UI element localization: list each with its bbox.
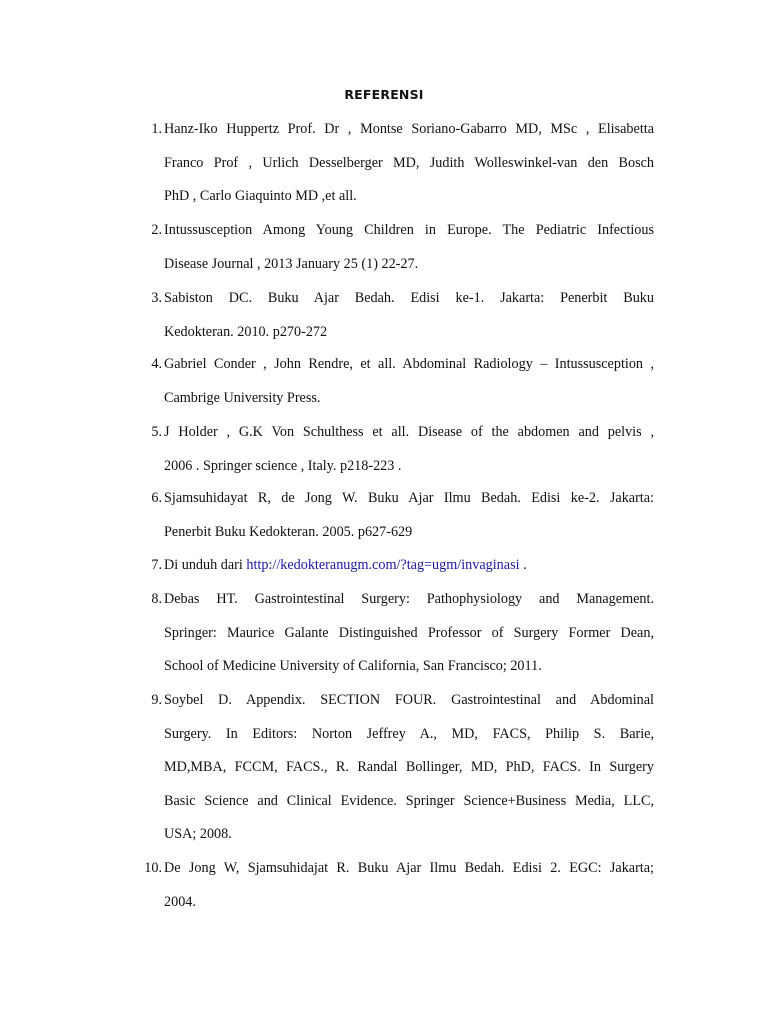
reference-text <box>164 583 654 684</box>
reference-line: Springer: Maurice Galante Distinguished Professor of Surgery Former Dean, <box>164 624 654 641</box>
reference-number: 7. <box>151 557 162 573</box>
reference-line: MD,MBA, FCCM, FACS., R. Randal Bollinger, MD, PhD, FACS. In Surgery <box>164 759 654 776</box>
reference-item <box>124 348 654 415</box>
reference-prefix: Di unduh dari <box>164 557 247 573</box>
reference-item <box>124 416 654 483</box>
reference-number: 6. <box>151 490 162 506</box>
reference-number: 3. <box>151 290 162 306</box>
reference-number: 2. <box>151 222 162 238</box>
reference-item <box>124 482 654 549</box>
reference-line: Debas HT. Gastrointestinal Surgery: Pathophysiology and Management. <box>164 591 654 607</box>
reference-item <box>124 852 654 919</box>
reference-text <box>164 549 654 583</box>
reference-line: 2006 . Springer science , Italy. p218-223 . <box>164 457 402 474</box>
reference-text <box>164 416 654 483</box>
reference-line: Penerbit Buku Kedokteran. 2005. p627-629 <box>164 523 413 540</box>
reference-line: Hanz-Iko Huppertz Prof. Dr , Montse Soriano-Gabarro MD, MSc , Elisabetta <box>164 121 654 137</box>
reference-text <box>164 852 654 919</box>
reference-text <box>164 113 654 214</box>
reference-line: USA; 2008. <box>164 826 232 843</box>
reference-line: PhD , Carlo Giaquinto MD ,et all. <box>164 188 357 205</box>
reference-line: Basic Science and Clinical Evidence. Springer Science+Business Media, LLC, <box>164 792 654 809</box>
reference-line: Disease Journal , 2013 January 25 (1) 22-27. <box>164 255 419 272</box>
reference-line: De Jong W, Sjamsuhidajat R. Buku Ajar Ilmu Bedah. Edisi 2. EGC: Jakarta; <box>164 860 654 876</box>
reference-line: Soybel D. Appendix. SECTION FOUR. Gastrointestinal and Abdominal <box>164 692 654 708</box>
reference-line: J Holder , G.K Von Schulthess et all. Disease of the abdomen and pelvis , <box>164 424 654 440</box>
reference-item <box>124 583 654 684</box>
reference-number: 1. <box>151 121 162 137</box>
reference-text <box>164 214 654 281</box>
reference-item <box>124 684 654 852</box>
reference-item <box>124 549 654 583</box>
reference-number: 4. <box>151 356 162 372</box>
reference-text <box>164 482 654 549</box>
reference-number: 8. <box>151 591 162 607</box>
reference-line: Gabriel Conder , John Rendre, et all. Abdominal Radiology – Intussusception , <box>164 356 654 372</box>
reference-line <box>164 549 654 583</box>
reference-text <box>164 282 654 349</box>
page-title: REFERENSI <box>344 87 424 102</box>
reference-line: Intussusception Among Young Children in Europe. The Pediatric Infectious <box>164 222 654 238</box>
reference-suffix: . <box>519 557 527 573</box>
reference-text <box>164 348 654 415</box>
reference-line: 2004. <box>164 893 196 910</box>
reference-number: 10. <box>144 860 162 876</box>
reference-line: Kedokteran. 2010. p270-272 <box>164 323 328 340</box>
reference-item <box>124 113 654 214</box>
reference-line: Sjamsuhidayat R, de Jong W. Buku Ajar Ilmu Bedah. Edisi ke-2. Jakarta: <box>164 490 654 506</box>
reference-number: 5. <box>151 424 162 440</box>
reference-link[interactable]: http://kedokteranugm.com/?tag=ugm/invaginasi <box>246 557 520 573</box>
reference-line: Surgery. In Editors: Norton Jeffrey A., MD, FACS, Philip S. Barie, <box>164 725 654 742</box>
reference-item <box>124 282 654 349</box>
reference-line: Cambrige University Press. <box>164 389 321 406</box>
reference-line: Sabiston DC. Buku Ajar Bedah. Edisi ke-1. Jakarta: Penerbit Buku <box>164 290 654 306</box>
reference-line: Franco Prof , Urlich Desselberger MD, Judith Wolleswinkel-van den Bosch <box>164 154 654 171</box>
reference-line: School of Medicine University of California, San Francisco; 2011. <box>164 658 542 675</box>
reference-text <box>164 684 654 852</box>
reference-item <box>124 214 654 281</box>
reference-number: 9. <box>151 692 162 708</box>
